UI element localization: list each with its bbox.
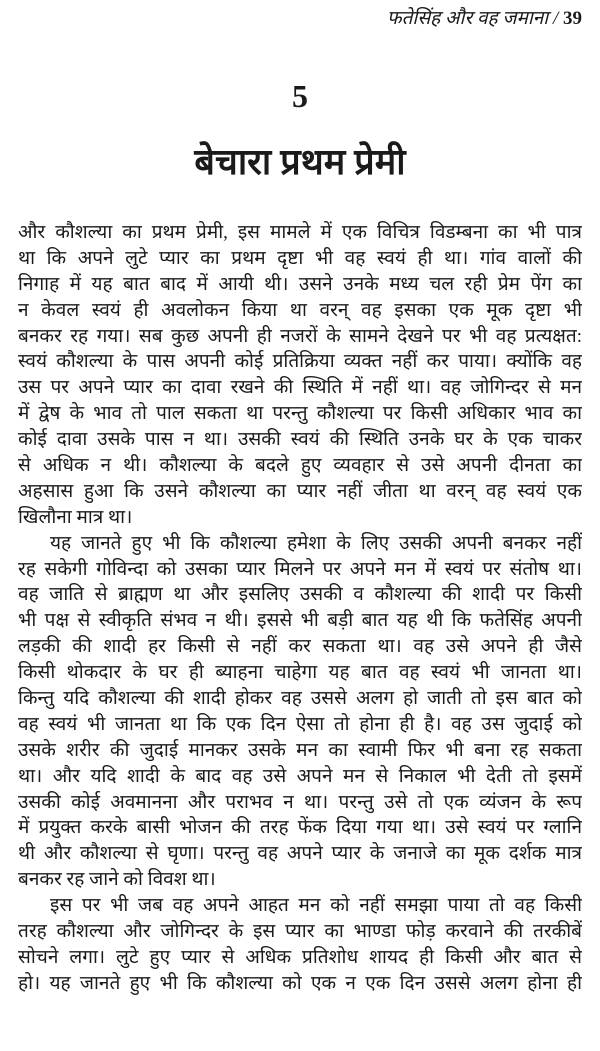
text-line: हो। यह जानते हुए भी कि कौशल्या को एक न एक दिन उससे अलग होना ही xyxy=(18,972,582,994)
text-line: बनकर रह गया। सब कुछ अपनी ही नजरों के सामने देखने पर भी वह प्रत्यक्षत: xyxy=(18,325,582,347)
text-line: रह सकेगी गोविन्दा को उसका प्यार मिलने पर अपने मन में स्वयं पर संतोष था। xyxy=(18,558,582,580)
text-line: उसके शरीर की जुदाई मानकर उसके मन का स्वामी फिर भी बना रह सकता xyxy=(18,739,582,761)
paragraph xyxy=(18,531,582,893)
text-line: किसी थोकदार के घर ही ब्याहना चाहेगा यह बात वह स्वयं भी जानता था। xyxy=(18,662,582,684)
text-line: यह जानते हुए भी कि कौशल्या हमेशा के लिए उसकी अपनी बनकर नहीं xyxy=(50,532,582,554)
running-head xyxy=(387,4,582,30)
text-line: वह स्वयं भी जानता था कि एक दिन ऐसा तो होना ही है। वह उस जुदाई को xyxy=(18,713,582,735)
text-line: लड़की की शादी हर किसी से नहीं कर सकता था। वह उसे अपने ही जैसे xyxy=(18,636,582,658)
text-line: सोचने लगा। लुटे हुए प्यार से अधिक प्रतिशोध शायद ही किसी और बात से xyxy=(18,946,582,968)
paragraph xyxy=(18,220,582,531)
text-line: था कि अपने लुटे प्यार का प्रथम दृष्टा भी वह स्वयं ही था। गांव वालों की xyxy=(18,247,582,269)
paragraph xyxy=(18,893,582,997)
text-line: इस पर भी जब वह अपने आहत मन को नहीं समझा पाया तो वह किसी xyxy=(50,895,582,917)
body-text xyxy=(18,220,582,997)
text-line: तरह कौशल्या और जोगिन्दर के इस प्यार का भाण्डा फोड़ करवाने की तरकीबें xyxy=(18,921,582,943)
text-line: थी और कौशल्या से घृणा। परन्तु वह अपने प्यार के जनाजे का मूक दर्शक मात्र xyxy=(18,843,582,865)
text-line: बनकर रह जाने को विवश था। xyxy=(18,869,216,891)
text-line: उस पर अपने प्यार का दावा रखने की स्थिति में नहीं था। वह जोगिन्दर से मन xyxy=(18,377,582,399)
running-head-separator: / xyxy=(548,8,563,29)
chapter-number: 5 xyxy=(292,78,308,114)
text-line: में द्वेष के भाव तो पाल सकता था परन्तु कौशल्या पर किसी अधिकार भाव का xyxy=(18,403,582,425)
text-line: किन्तु यदि कौशल्या की शादी होकर वह उससे अलग हो जाती तो इस बात को xyxy=(18,688,582,710)
chapter-title: बेचारा प्रथम प्रेमी xyxy=(194,142,406,182)
text-line: उसकी कोई अवमानना और पराभव न था। परन्तु उसे तो एक व्यंजन के रूप xyxy=(18,791,582,813)
text-line: में प्रयुक्त करके बासी भोजन की तरह फेंक दिया गया था। उसे स्वयं पर ग्लानि xyxy=(18,817,582,839)
text-line: अहसास हुआ कि उसने कौशल्या का प्यार नहीं जीता था वरन् वह स्वयं एक xyxy=(18,480,582,502)
text-line: निगाह में यह बात बाद में आयी थी। उसने उनके मध्य चल रही प्रेम पेंग का xyxy=(18,273,582,295)
page-number: 39 xyxy=(563,8,582,29)
text-line: स्वयं कौशल्या के पास अपनी कोई प्रतिक्रिया व्यक्त नहीं कर पाया। क्योंकि वह xyxy=(18,351,582,373)
text-line: था। और यदि शादी के बाद वह उसे अपने मन से निकाल भी देती तो इसमें xyxy=(18,765,582,787)
running-head-title: फतेसिंह और वह जमाना xyxy=(386,8,549,29)
text-line: से अधिक न थी। कौशल्या के बदले हुए व्यवहार से उसे अपनी दीनता का xyxy=(18,455,582,477)
text-line: न केवल स्वयं ही अवलोकन किया था वरन् वह इसका एक मूक दृष्टा भी xyxy=(18,299,582,321)
text-line: कोई दावा उसके पास न था। उसकी स्वयं की स्थिति उनके घर के एक चाकर xyxy=(18,429,582,451)
text-line: भी पक्ष से स्वीकृति संभव न थी। इससे भी बड़ी बात यह थी कि फतेसिंह अपनी xyxy=(18,610,582,632)
text-line: वह जाति से ब्राह्मण था और इसलिए उसकी व कौशल्या की शादी पर किसी xyxy=(18,584,582,606)
text-line: और कौशल्या का प्रथम प्रेमी, इस मामले में एक विचित्र विडम्बना का भी पात्र xyxy=(18,222,582,243)
text-line: खिलौना मात्र था। xyxy=(18,506,133,528)
